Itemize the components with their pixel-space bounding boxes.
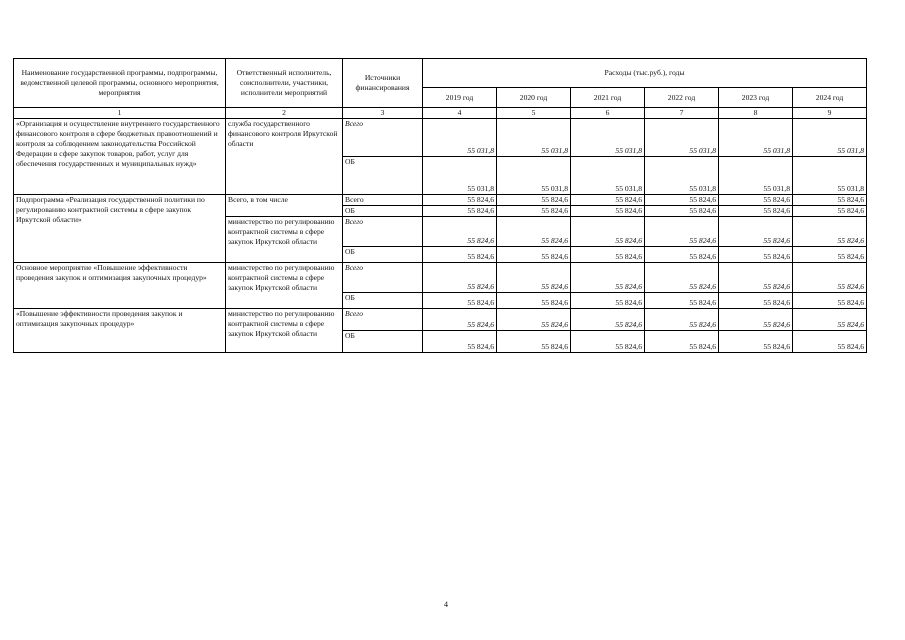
value-cell: 55 031,8 [423,157,497,195]
value-cell: 55 824,6 [571,331,645,353]
value-cell: 55 824,6 [793,263,867,293]
col-number: 3 [343,108,423,119]
value-cell: 55 824,6 [423,206,497,217]
row-executor: министерство по регулированию контрактной системы в сфере закупок Иркутской области [226,217,343,263]
value-cell: 55 824,6 [793,206,867,217]
header-name: Наименование государственной программы, подпрограммы, ведомственной целевой программы, основного мероприятия, мероприятия [14,59,226,108]
value-cell: 55 824,6 [645,293,719,309]
value-cell: 55 031,8 [423,119,497,157]
value-cell: 55 824,6 [645,331,719,353]
col-number: 8 [719,108,793,119]
row-executor: министерство по регулированию контрактной системы в сфере закупок Иркутской области [226,309,343,353]
header-source: Источники финансирования [343,59,423,108]
header-row-top [14,59,867,88]
header-year: 2019 год [423,88,497,108]
row-source: Всего [343,263,423,293]
value-cell: 55 824,6 [719,293,793,309]
row-name: «Организация и осуществление внутреннего государственного финансового контроля в сфере бюджетных правоотношений и контроля за соблюдением законодательства Российской Федерации в сфере закупок товаров, работ, услуг для обеспечения государственных и муниципальных нужд» [14,119,226,195]
value-cell: 55 031,8 [497,119,571,157]
header-year: 2021 год [571,88,645,108]
value-cell: 55 824,6 [423,309,497,331]
table-row [14,309,867,331]
value-cell: 55 824,6 [423,293,497,309]
value-cell: 55 824,6 [793,293,867,309]
value-cell: 55 824,6 [497,206,571,217]
value-cell: 55 824,6 [571,247,645,263]
value-cell: 55 824,6 [423,247,497,263]
value-cell: 55 824,6 [423,195,497,206]
row-name: «Повышение эффективности проведения закупок и оптимизация закупочных процедур» [14,309,226,353]
value-cell: 55 824,6 [497,293,571,309]
budget-table [13,58,867,353]
value-cell: 55 031,8 [571,157,645,195]
row-source: Всего [343,195,423,206]
value-cell: 55 824,6 [645,217,719,247]
col-number: 9 [793,108,867,119]
value-cell: 55 824,6 [645,195,719,206]
value-cell: 55 824,6 [571,263,645,293]
page-number: 4 [444,600,448,609]
value-cell: 55 031,8 [645,157,719,195]
row-source: ОБ [343,293,423,309]
value-cell: 55 824,6 [571,195,645,206]
value-cell: 55 824,6 [571,309,645,331]
row-source: Всего [343,309,423,331]
table-row [14,195,867,206]
col-number: 2 [226,108,343,119]
col-number: 1 [14,108,226,119]
row-source: Всего [343,217,423,247]
value-cell: 55 824,6 [793,309,867,331]
header-executor: Ответственный исполнитель, соисполнители, участники, исполнители мероприятий [226,59,343,108]
col-number: 6 [571,108,645,119]
value-cell: 55 824,6 [497,247,571,263]
value-cell: 55 824,6 [645,309,719,331]
value-cell: 55 824,6 [423,331,497,353]
value-cell: 55 031,8 [719,119,793,157]
row-source: Всего [343,119,423,157]
value-cell: 55 824,6 [645,206,719,217]
value-cell: 55 824,6 [793,195,867,206]
value-cell: 55 824,6 [719,206,793,217]
row-name: Подпрограмма «Реализация государственной политики по регулированию контрактной системы в сфере закупок Иркутской области» [14,195,226,263]
value-cell: 55 824,6 [571,217,645,247]
value-cell: 55 031,8 [497,157,571,195]
value-cell: 55 824,6 [497,217,571,247]
value-cell: 55 031,8 [719,157,793,195]
value-cell: 55 824,6 [497,309,571,331]
row-executor: Всего, в том числе [226,195,343,217]
value-cell: 55 824,6 [497,331,571,353]
value-cell: 55 824,6 [423,263,497,293]
value-cell: 55 824,6 [571,206,645,217]
col-number: 5 [497,108,571,119]
col-number: 4 [423,108,497,119]
value-cell: 55 824,6 [719,263,793,293]
header-expenses: Расходы (тыс.руб.), годы [423,59,867,88]
row-executor: служба государственного финансового контроля Иркутской области [226,119,343,195]
row-source: ОБ [343,206,423,217]
col-number: 7 [645,108,719,119]
header-year: 2020 год [497,88,571,108]
row-source: ОБ [343,157,423,195]
value-cell: 55 824,6 [793,217,867,247]
value-cell: 55 824,6 [793,331,867,353]
table-row [14,263,867,293]
value-cell: 55 824,6 [719,217,793,247]
header-year: 2023 год [719,88,793,108]
value-cell: 55 824,6 [719,331,793,353]
value-cell: 55 824,6 [497,195,571,206]
value-cell: 55 824,6 [719,309,793,331]
row-source: ОБ [343,247,423,263]
row-executor: министерство по регулированию контрактной системы в сфере закупок Иркутской области [226,263,343,309]
value-cell: 55 031,8 [571,119,645,157]
value-cell: 55 031,8 [793,119,867,157]
value-cell: 55 824,6 [423,217,497,247]
value-cell: 55 824,6 [645,247,719,263]
value-cell: 55 824,6 [571,293,645,309]
header-year: 2022 год [645,88,719,108]
value-cell: 55 824,6 [645,263,719,293]
value-cell: 55 824,6 [497,263,571,293]
row-source: ОБ [343,331,423,353]
table-row [14,119,867,157]
column-number-row [14,108,867,119]
value-cell: 55 824,6 [719,247,793,263]
value-cell: 55 031,8 [793,157,867,195]
row-name: Основное мероприятие «Повышение эффективности проведения закупок и оптимизация закупочных процедур» [14,263,226,309]
value-cell: 55 031,8 [645,119,719,157]
value-cell: 55 824,6 [719,195,793,206]
value-cell: 55 824,6 [793,247,867,263]
header-year: 2024 год [793,88,867,108]
